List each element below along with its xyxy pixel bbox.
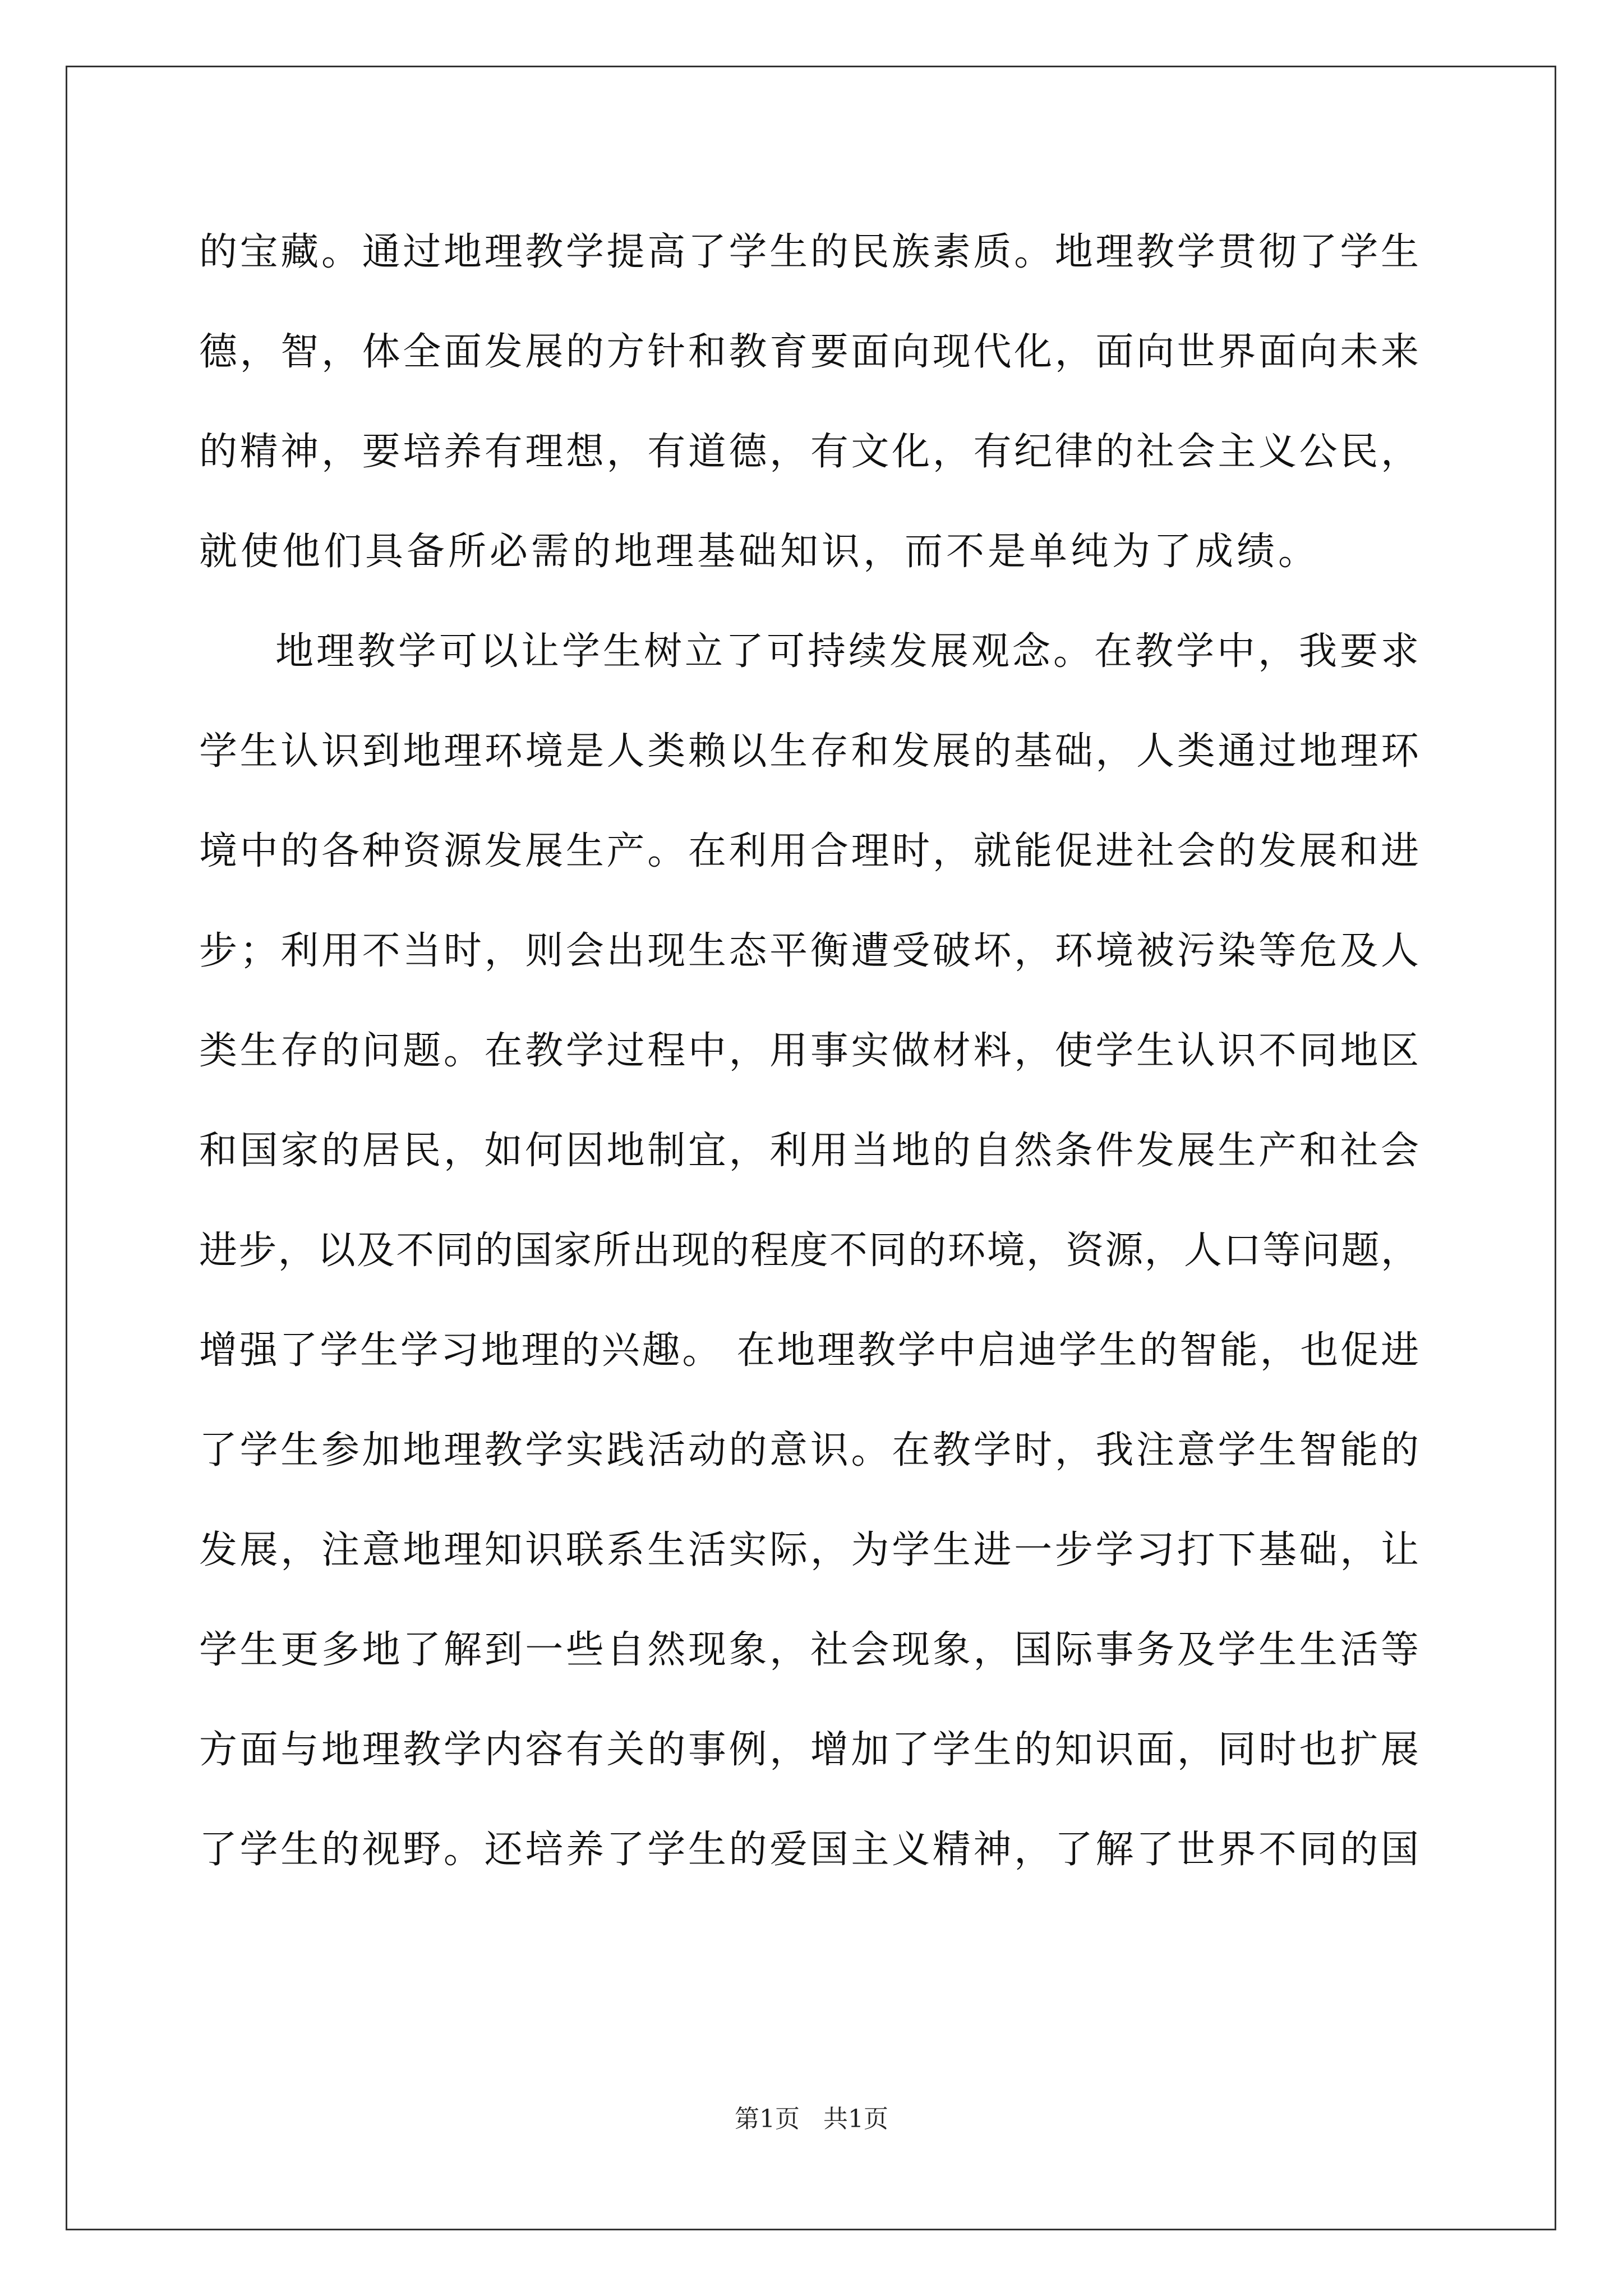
text-line: 发展，注意地理知识联系生活实际，为学生进一步学习打下基础，让 xyxy=(199,1528,1419,1572)
text-line: 步；利用不当时，则会出现生态平衡遭受破坏，环境被污染等危及人 xyxy=(199,929,1419,973)
text-line: 进步，以及不同的国家所出现的程度不同的环境，资源，人口等问题， xyxy=(199,1228,1419,1273)
document-body xyxy=(199,219,1419,1916)
text-line: 的宝藏。通过地理教学提高了学生的民族素质。地理教学贯彻了学生 xyxy=(199,230,1419,274)
text-line: 的精神，要培养有理想，有道德，有文化，有纪律的社会主义公民， xyxy=(199,430,1419,474)
text-line: 学生更多地了解到一些自然现象，社会现象，国际事务及学生生活等 xyxy=(199,1628,1419,1672)
page-number-footer: 第1页 共1页 xyxy=(735,2105,888,2133)
text-line: 了学生参加地理教学实践活动的意识。在教学时，我注意学生智能的 xyxy=(199,1428,1419,1473)
text-line: 和国家的居民，如何因地制宜，利用当地的自然条件发展生产和社会 xyxy=(199,1129,1419,1173)
text-line: 就使他们具备所必需的地理基础知识，而不是单纯为了成绩。 xyxy=(199,530,1320,574)
text-line: 方面与地理教学内容有关的事例，增加了学生的知识面，同时也扩展 xyxy=(199,1728,1419,1772)
text-line: 类生存的问题。在教学过程中，用事实做材料，使学生认识不同地区 xyxy=(199,1029,1419,1073)
text-line: 德，智，体全面发展的方针和教育要面向现代化，面向世界面向未来 xyxy=(199,330,1419,374)
text-line: 境中的各种资源发展生产。在利用合理时，就能促进社会的发展和进 xyxy=(199,829,1419,873)
text-line: 了学生的视野。还培养了学生的爱国主义精神，了解了世界不同的国 xyxy=(199,1828,1419,1872)
paragraph-first-line: 地理教学可以让学生树立了可持续发展观念。在教学中，我要求 xyxy=(275,629,1419,674)
text-line: 学生认识到地理环境是人类赖以生存和发展的基础，人类通过地理环 xyxy=(199,729,1419,774)
text-line: 增强了学生学习地理的兴趣。 在地理教学中启迪学生的智能，也促进 xyxy=(199,1328,1419,1373)
